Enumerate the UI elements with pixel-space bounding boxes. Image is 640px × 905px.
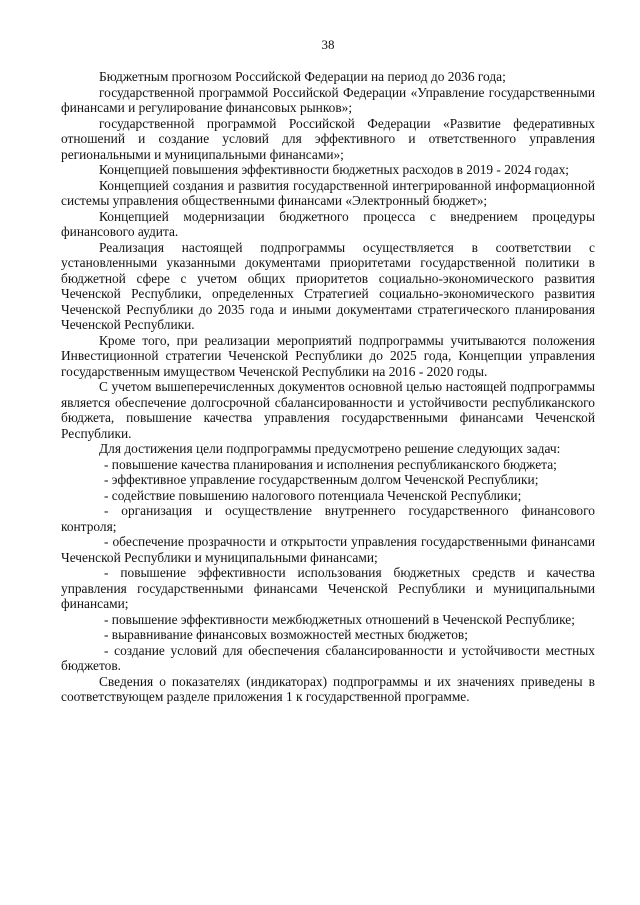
paragraph-state-program-federal: государственной программой Российской Федерации «Развитие федеративных отношений и создание условий для эффективного и ответственного управления региональными и муниципальными финансами»;: [61, 115, 595, 162]
task-item: - повышение качества планирования и исполнения республиканского бюджета;: [104, 456, 557, 472]
task-item: - повышение эффективности использования бюджетных средств и качества управления государственными финансами Чеченской Республики и муниципальными финансами;: [61, 565, 595, 611]
task-item: - эффективное управление государственным долгом Чеченской Республики;: [104, 472, 539, 487]
task-item: - обеспечение прозрачности и открытости управления государственными финансами Чеченской Республики и муниципальными финансами;: [61, 534, 595, 565]
paragraph-indicators: Сведения о показателях (индикаторах) подпрограммы и их значениях приведены в соответствующем разделе приложения 1 к государственной программе.: [61, 673, 595, 704]
page-number: 38: [321, 37, 335, 52]
document-body: [61, 69, 595, 705]
paragraph-budget-forecast: Бюджетным прогнозом Российской Федерации на период до 2036 года;: [99, 69, 506, 84]
paragraph-efficiency-concept: Концепцией повышения эффективности бюджетных расходов в 2019 - 2024 годах;: [99, 162, 570, 177]
task-item: - организация и осуществление внутреннего государственного финансового контроля;: [61, 503, 595, 534]
paragraph-main-goal: С учетом вышеперечисленных документов основной целью настоящей подпрограммы является обеспечение долгосрочной сбалансированности и устойчивости республиканского бюджета, повышение качества управления государственными финансами Чеченской Республики.: [61, 379, 595, 441]
paragraph-implementation: Реализация настоящей подпрограммы осуществляется в соответствии с установленными указанными документами приоритетами государственной политики в бюджетной сфере с учетом общих приоритетов социально-экономического развития Чеченской Республики, определенных Стратегией социально-экономического развития Чеченской Республики до 2035 года и иными документами стратегического планирования Чеченской Республики.: [61, 239, 595, 332]
paragraph-state-program-finance: государственной программой Российской Федерации «Управление государственными финансами и регулирование финансовых рынков»;: [61, 84, 595, 115]
task-item: - создание условий для обеспечения сбалансированности и устойчивости местных бюджетов.: [61, 642, 595, 673]
task-item: - содействие повышению налогового потенциала Чеченской Республики;: [104, 487, 522, 503]
paragraph-investment-strategy: Кроме того, при реализации мероприятий подпрограммы учитываются положения Инвестиционной стратегии Чеченской Республики до 2025 года, Концепции управления государственным имуществом Чеченской Республики на 2016 - 2020 годы.: [61, 332, 595, 379]
paragraph-tasks-intro: Для достижения цели подпрограммы предусмотрено решение следующих задач:: [99, 441, 561, 456]
paragraph-electronic-budget: Концепцией создания и развития государственной интегрированной информационной системы управления общественными финансами «Электронный бюджет»;: [61, 177, 595, 208]
task-item: - выравнивание финансовых возможностей местных бюджетов;: [104, 627, 468, 642]
paragraph-modernization-concept: Концепцией модернизации бюджетного процесса с внедрением процедуры финансового аудита.: [61, 208, 595, 239]
task-item: - повышение эффективности межбюджетных отношений в Чеченской Республике;: [104, 611, 575, 627]
